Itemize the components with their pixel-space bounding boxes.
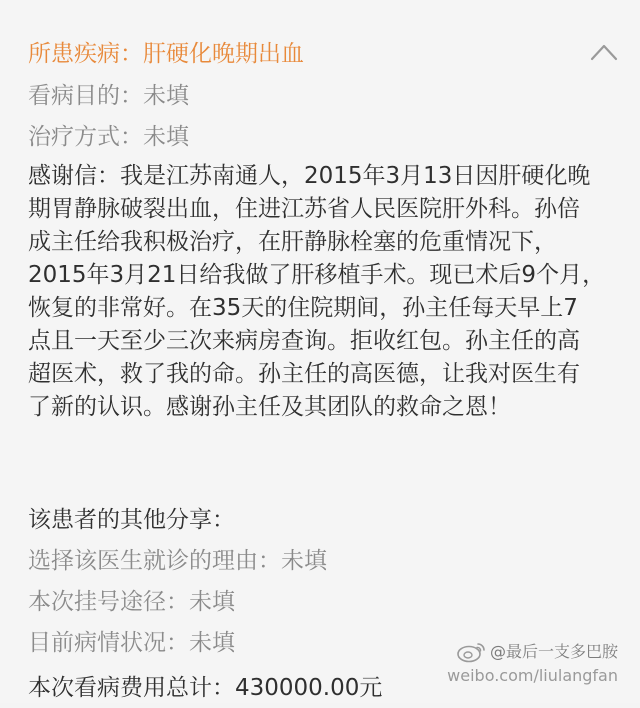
- cost-value: 430000.00元: [235, 675, 383, 701]
- watermark-site: weibo.com/liulangfan: [447, 666, 618, 685]
- watermark-handle: @最后一支多巴胺: [489, 642, 618, 661]
- purpose-row: [28, 76, 189, 116]
- condition-row: [28, 623, 235, 663]
- thanks-line-0: 感谢信：我是江苏南通人，2015年3月13日因肝硬化晚: [28, 163, 591, 189]
- thanks-line-6: 超医术，救了我的命。孙主任的高医德，让我对医生有: [28, 361, 580, 387]
- reason-row: [28, 541, 327, 581]
- thanks-line-4: 恢复的非常好。在35天的住院期间，孙主任每天早上7: [28, 295, 578, 321]
- thanks-label: 感谢信：: [28, 163, 120, 189]
- other-share-heading: 该患者的其他分享：: [28, 507, 235, 533]
- purpose-label: 看病目的：: [28, 83, 143, 109]
- disease-value: 肝硬化晚期出血: [143, 41, 304, 67]
- disease-label: 所患疾病：: [28, 41, 143, 67]
- chevron-up-icon[interactable]: [590, 42, 618, 62]
- registration-value: 未填: [189, 589, 235, 615]
- registration-label: 本次挂号途径：: [28, 589, 189, 615]
- weibo-logo-icon: [456, 641, 486, 663]
- registration-row: [28, 582, 235, 622]
- cost-row: [28, 668, 382, 708]
- treatment-row: [28, 117, 189, 157]
- cost-label: 本次看病费用总计：: [28, 675, 235, 701]
- condition-label: 目前病情状况：: [28, 630, 189, 656]
- reason-label: 选择该医生就诊的理由：: [28, 548, 281, 574]
- reason-value: 未填: [281, 548, 327, 574]
- thanks-line-2: 成主任给我积极治疗，在肝静脉栓塞的危重情况下，: [28, 229, 557, 255]
- weibo-watermark: [447, 640, 618, 688]
- thanks-line-7: 了新的认识。感谢孙主任及其团队的救命之恩！: [28, 394, 511, 420]
- thanks-line-5: 点且一天至少三次来病房查询。拒收红包。孙主任的高: [28, 328, 580, 354]
- thanks-line-3: 2015年3月21日给我做了肝移植手术。现已术后9个月，: [28, 262, 606, 288]
- thanks-letter: [28, 160, 628, 424]
- treatment-label: 治疗方式：: [28, 124, 143, 150]
- treatment-value: 未填: [143, 124, 189, 150]
- purpose-value: 未填: [143, 83, 189, 109]
- condition-value: 未填: [189, 630, 235, 656]
- disease-row: [28, 34, 304, 74]
- thanks-line-1: 期胃静脉破裂出血，住进江苏省人民医院肝外科。孙倍: [28, 196, 580, 222]
